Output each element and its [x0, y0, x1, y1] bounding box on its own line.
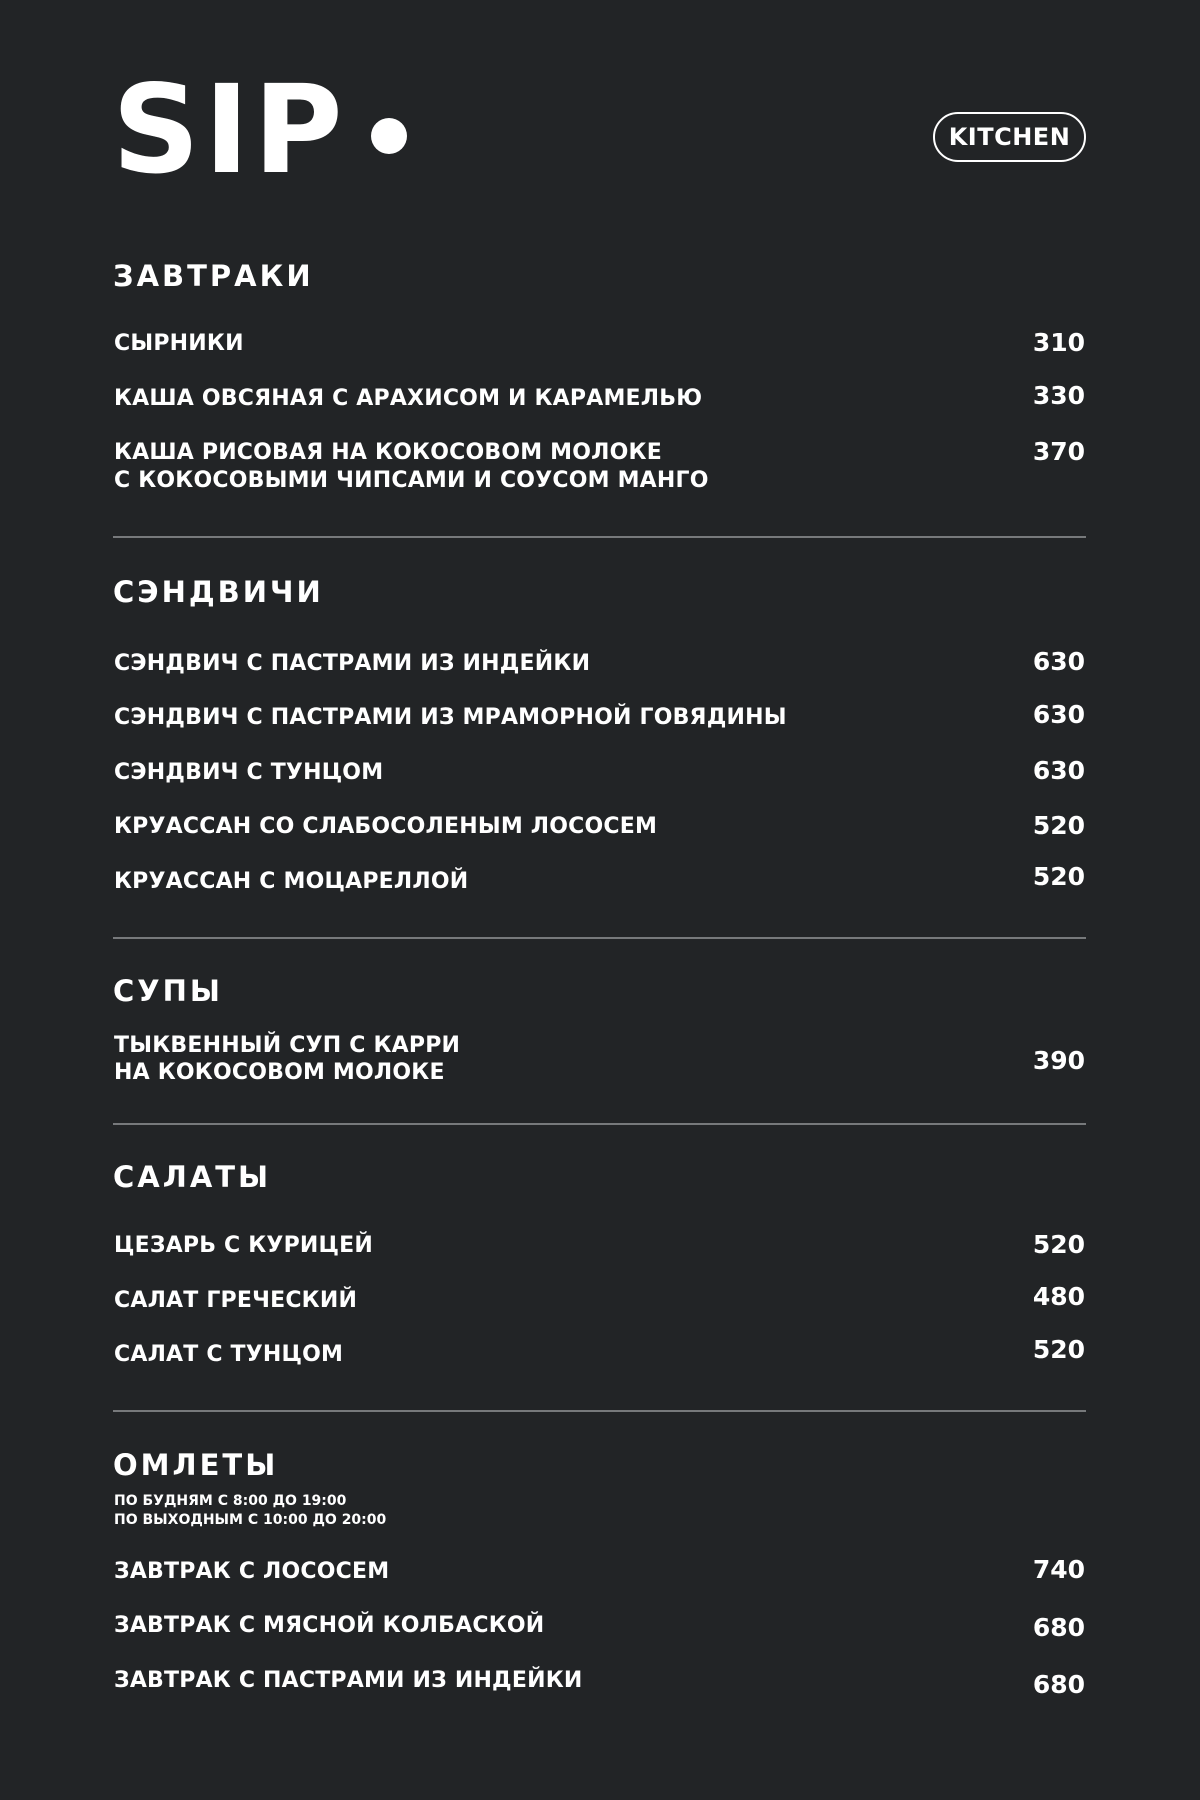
menu-item-price: 520 [1032, 811, 1085, 840]
menu-item-name-line2: С КОКОСОВЫМИ ЧИПСАМИ И СОУСОМ МАНГО [114, 468, 709, 493]
menu-item-name-line1: ТЫКВЕННЫЙ СУП С КАРРИ [114, 1033, 461, 1058]
menu-item-price: 310 [1032, 328, 1085, 357]
section-divider [113, 1410, 1086, 1412]
menu-item-name: СЭНДВИЧ С ПАСТРАМИ ИЗ ИНДЕЙКИ [114, 651, 591, 676]
menu-item-name-line1: КАША РИСОВАЯ НА КОКОСОВОМ МОЛОКЕ [114, 440, 662, 465]
menu-item-name: СЭНДВИЧ С ПАСТРАМИ ИЗ МРАМОРНОЙ ГОВЯДИНЫ [114, 705, 787, 730]
menu-item-name: КРУАССАН С МОЦАРЕЛЛОЙ [114, 869, 469, 894]
menu-item-price: 680 [1032, 1613, 1085, 1642]
section-divider [113, 1123, 1086, 1125]
menu-item-price: 370 [1032, 437, 1085, 466]
section-divider [113, 536, 1086, 538]
schedule-note-weekdays: ПО БУДНЯМ С 8:00 ДО 19:00 [114, 1493, 347, 1509]
menu-item-price: 390 [1032, 1046, 1085, 1075]
section-title-omelettes: ОМЛЕТЫ [113, 1448, 279, 1482]
section-title-sandwiches: СЭНДВИЧИ [113, 575, 324, 609]
kitchen-badge: KITCHEN [933, 112, 1086, 162]
menu-item-price: 520 [1032, 862, 1085, 891]
menu-item-price: 480 [1032, 1282, 1085, 1311]
logo-text: SIP [112, 59, 347, 201]
menu-item-price: 630 [1032, 756, 1085, 785]
sip-logo [112, 59, 407, 201]
menu-item-name: САЛАТ ГРЕЧЕСКИЙ [114, 1288, 358, 1313]
section-title-salads: САЛАТЫ [113, 1160, 272, 1194]
menu-item-name: ЗАВТРАК С ПАСТРАМИ ИЗ ИНДЕЙКИ [114, 1668, 583, 1693]
menu-item-name: КАША ОВСЯНАЯ С АРАХИСОМ И КАРАМЕЛЬЮ [114, 386, 703, 411]
menu-item-name: ЦЕЗАРЬ С КУРИЦЕЙ [114, 1233, 373, 1258]
menu-item-name: СЭНДВИЧ С ТУНЦОМ [114, 760, 384, 785]
menu-item-name: ЗАВТРАК С ЛОСОСЕМ [114, 1559, 390, 1584]
menu-item-price: 520 [1032, 1335, 1085, 1364]
menu-item-name-line2: НА КОКОСОВОМ МОЛОКЕ [114, 1060, 445, 1085]
menu-item-price: 630 [1032, 700, 1085, 729]
menu-item-price: 740 [1032, 1555, 1085, 1584]
menu-item-name: ЗАВТРАК С МЯСНОЙ КОЛБАСКОЙ [114, 1613, 545, 1638]
logo-dot-icon [371, 118, 407, 154]
section-divider [113, 937, 1086, 939]
menu-item-price: 520 [1032, 1230, 1085, 1259]
menu-item-name: САЛАТ С ТУНЦОМ [114, 1342, 344, 1367]
menu-item-name: КРУАССАН СО СЛАБОСОЛЕНЫМ ЛОСОСЕМ [114, 814, 658, 839]
menu-item-name: СЫРНИКИ [114, 331, 244, 356]
menu-item-price: 680 [1032, 1670, 1085, 1699]
section-title-soups: СУПЫ [113, 974, 223, 1008]
menu-item-price: 330 [1032, 381, 1085, 410]
schedule-note-weekends: ПО ВЫХОДНЫМ С 10:00 ДО 20:00 [114, 1512, 387, 1528]
menu-item-price: 630 [1032, 647, 1085, 676]
section-title-breakfast: ЗАВТРАКИ [113, 259, 314, 293]
